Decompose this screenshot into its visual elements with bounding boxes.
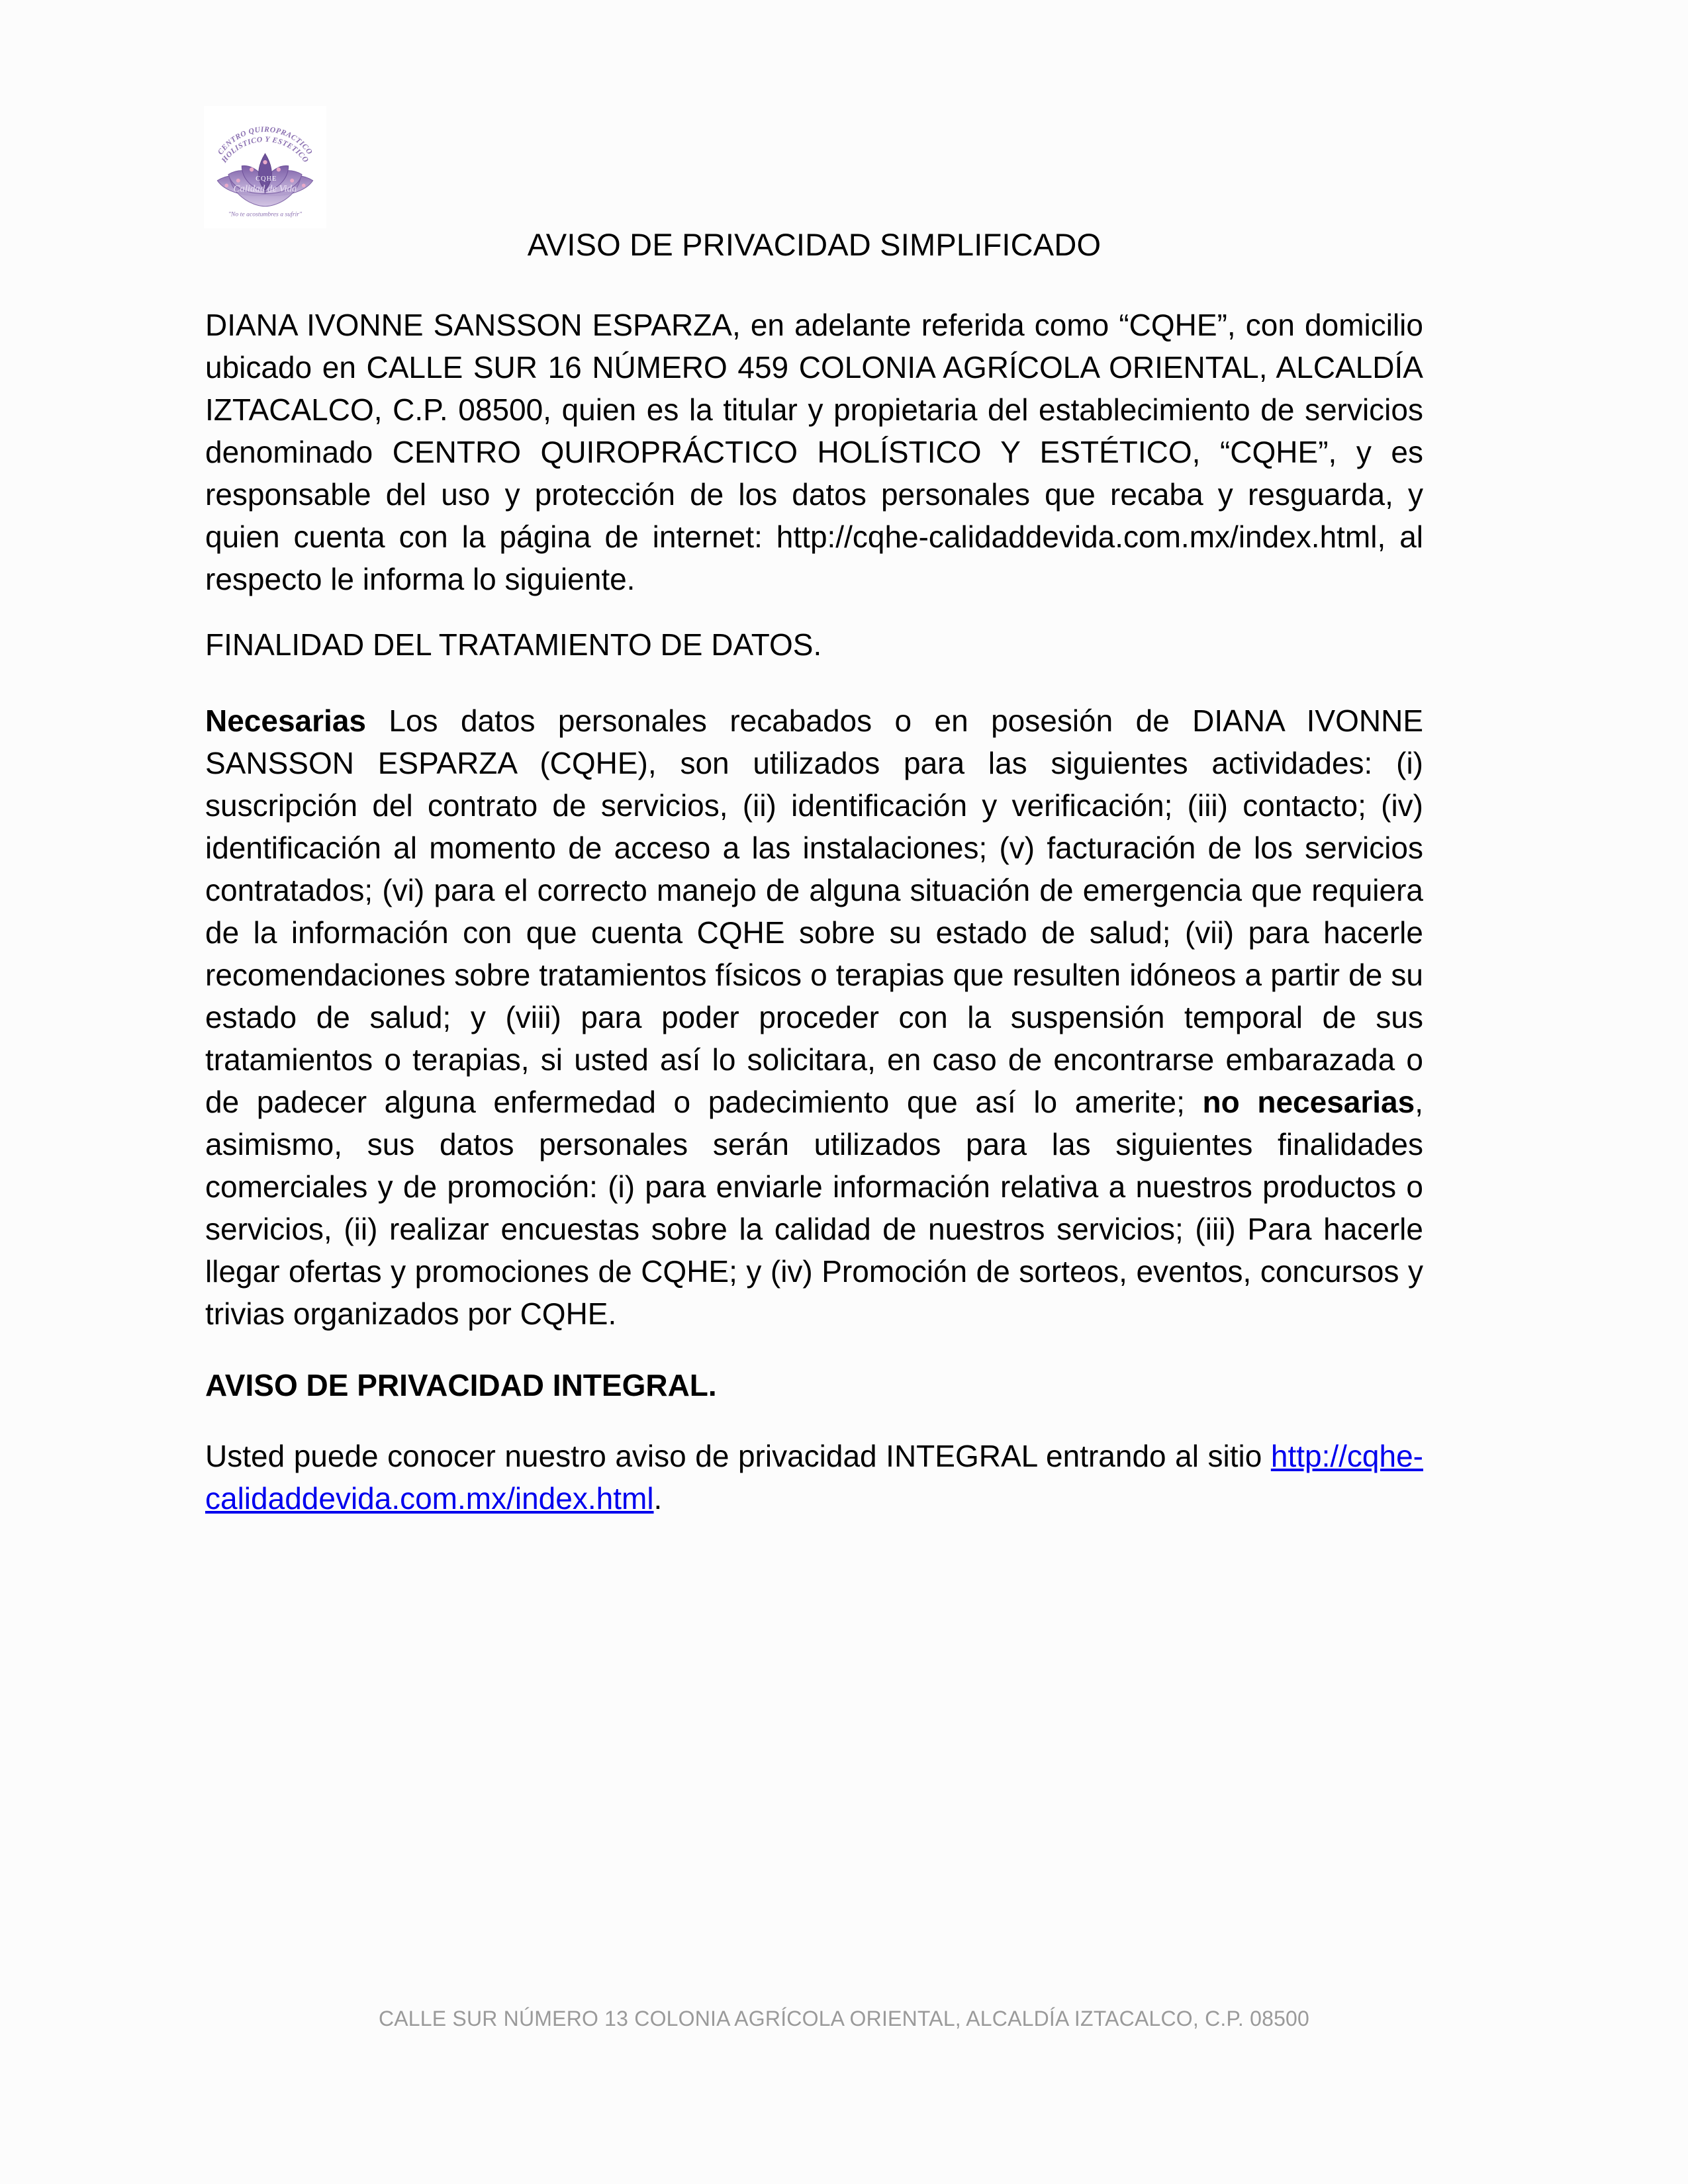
svg-text:HOLISTICO Y ESTETICO: HOLISTICO Y ESTETICO [220, 134, 310, 165]
label-no-necesarias: no necesarias [1202, 1085, 1415, 1119]
lotus-logo-icon [204, 106, 326, 228]
logo-tagline: "No te acostumbres a sufrir" [228, 210, 303, 218]
paragraph-integral [205, 1435, 1423, 1520]
necesarias-text-a: Los datos personales recabados o en posesión de DIANA IVONNE SANSSON ESPARZA (CQHE), son utilizados para las siguientes actividades: (i) suscripción del contrato de servicios, (ii) identificación y verificación; (iii) contacto; (iv) identificación al momento de acceso a las instalaciones; (v) facturación de los servicios contratados; (vi) para el correcto manejo de alguna situación de emergencia que requiera de la información con que cuenta CQHE sobre su estado de salud; (vii) para hacerle recomendaciones sobre tratamientos físicos o terapias que resulten idóneos a partir de su estado de salud; y (viii) para poder proceder con la suspensión temporal de sus tratamientos o terapias, si usted así lo solicitara, en caso de encontrarse embarazada o de padecer alguna enfermedad o padecimiento que así lo amerite; [205, 704, 1423, 1119]
paragraph-intro: DIANA IVONNE SANSSON ESPARZA, en adelante referida como “CQHE”, con domicilio ubicado en CALLE SUR 16 NÚMERO 459 COLONIA AGRÍCOLA ORIENTAL, ALCALDÍA IZTACALCO, C.P. 08500, quien es la titular y propietaria del establecimiento de servicios denominado CENTRO QUIROPRÁCTICO HOLÍSTICO Y ESTÉTICO, “CQHE”, y es responsable del uso y protección de los datos personales que recaba y resguarda, y quien cuenta con la página de internet: http://cqhe-calidaddevida.com.mx/index.html, al respecto le informa lo siguiente. [205, 308, 1423, 596]
page-title: AVISO DE PRIVACIDAD SIMPLIFICADO [527, 227, 1102, 262]
paragraph-necesarias [205, 700, 1423, 1335]
heading-finalidad: FINALIDAD DEL TRATAMIENTO DE DATOS. [205, 627, 822, 662]
privacy-policy-link[interactable]: http://cqhe-calidaddevida.com.mx/index.html [205, 1439, 1423, 1516]
svg-text:CENTRO QUIROPRACTICO: CENTRO QUIROPRACTICO [216, 124, 314, 157]
footer-address: CALLE SUR NÚMERO 13 COLONIA AGRÍCOLA ORIENTAL, ALCALDÍA IZTACALCO, C.P. 08500 [378, 2007, 1310, 2030]
logo-initials: CQHE [256, 175, 277, 183]
integral-text-before-link: Usted puede conocer nuestro aviso de privacidad INTEGRAL entrando al sitio [205, 1439, 1271, 1473]
integral-text-after-link: . [653, 1481, 663, 1516]
label-necesarias: Necesarias [205, 704, 366, 738]
heading-aviso-integral: AVISO DE PRIVACIDAD INTEGRAL. [205, 1368, 717, 1402]
company-logo [204, 106, 326, 228]
logo-script: Calidad de Vida [233, 183, 297, 195]
necesarias-text-b: , asimismo, sus datos personales serán utilizados para las siguientes finalidades comerciales y de promoción: (i) para enviarle información relativa a nuestros productos o servicios, (ii) realizar encuestas sobre la calidad de nuestros servicios; (iii) Para hacerle llegar ofertas y promociones de CQHE; y (iv) Promoción de sorteos, eventos, concursos y trivias organizados por CQHE. [205, 1085, 1423, 1331]
